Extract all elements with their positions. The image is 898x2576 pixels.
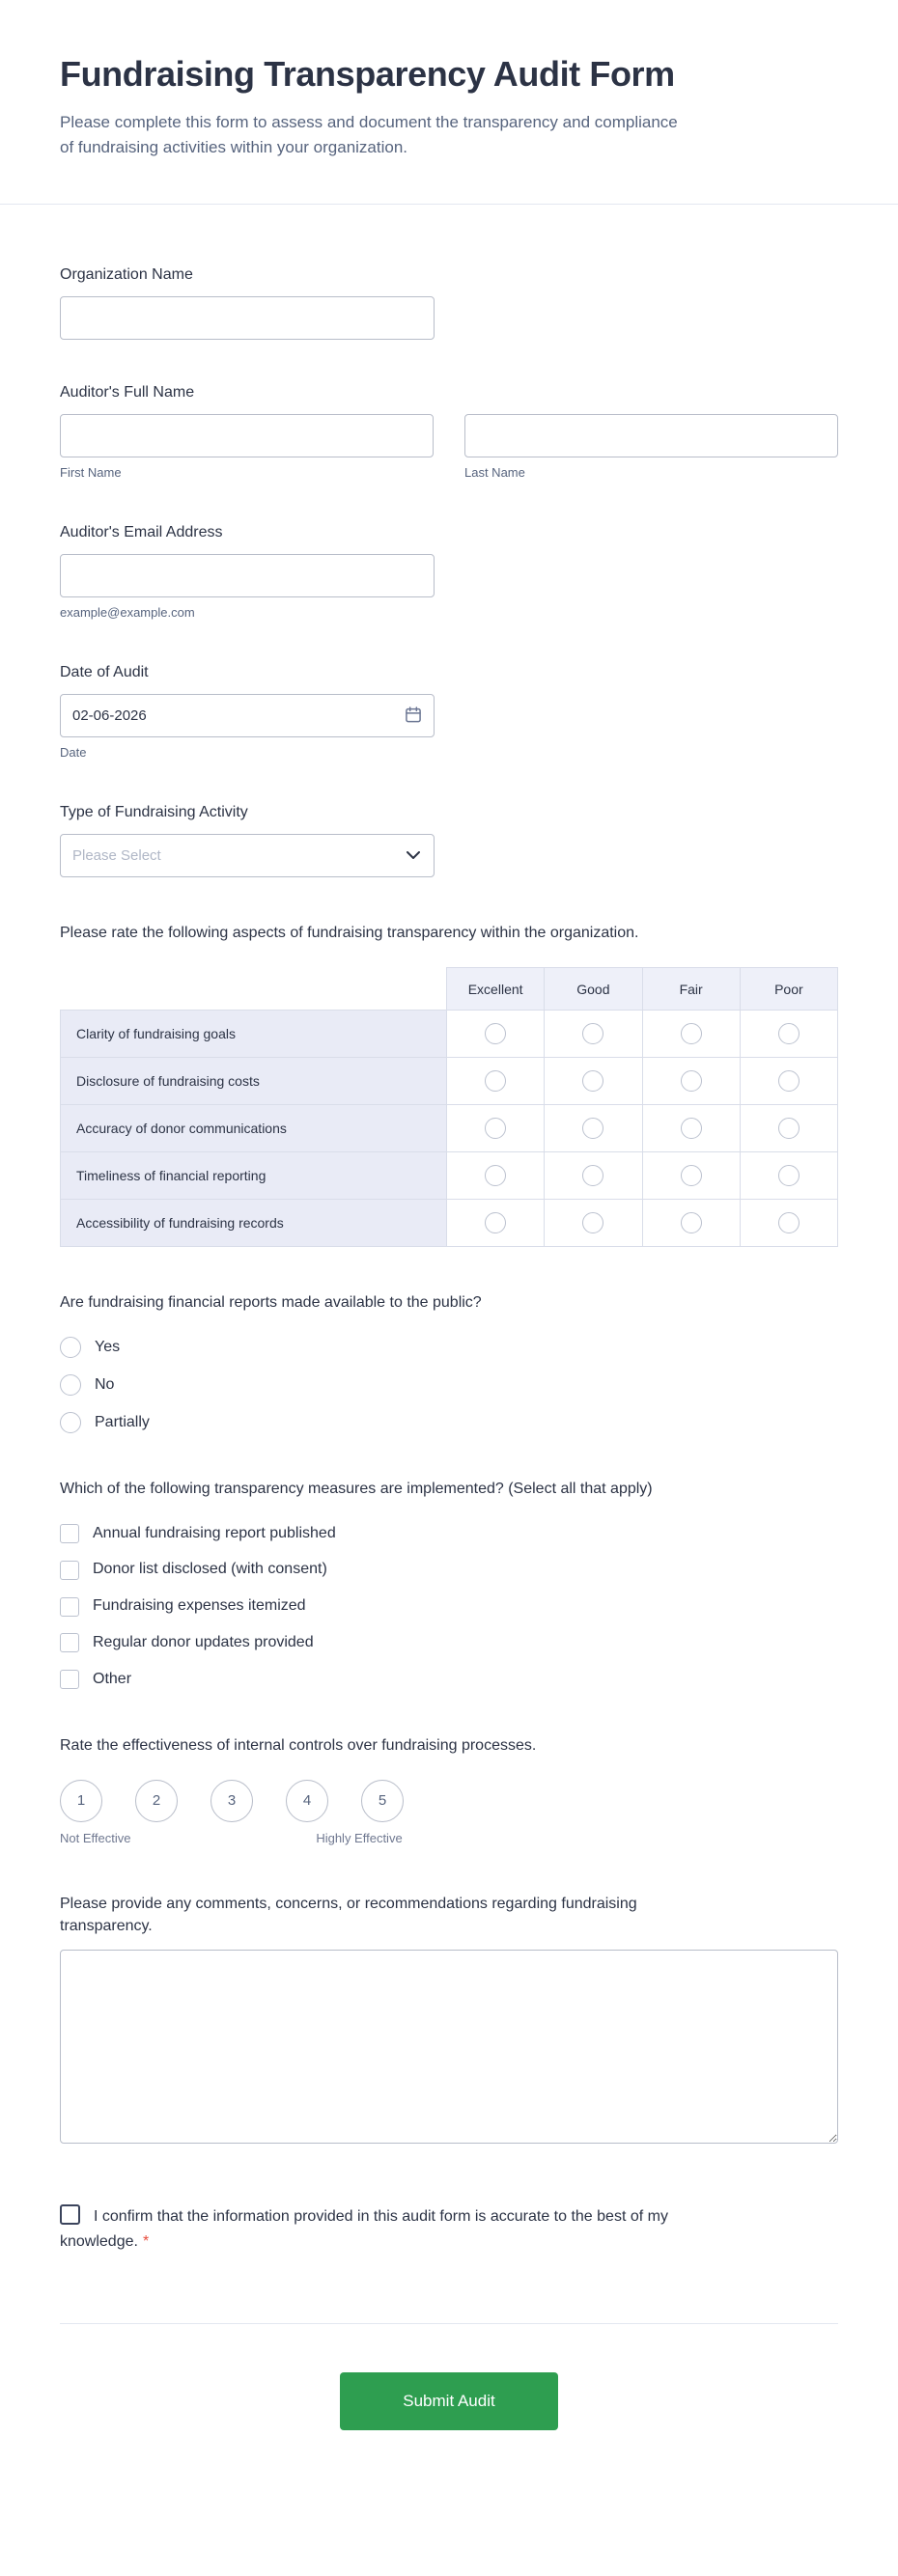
matrix-radio[interactable] bbox=[485, 1212, 506, 1233]
checkbox-option-donor-list[interactable]: Donor list disclosed (with consent) bbox=[60, 1560, 838, 1580]
confirmation-checkbox[interactable] bbox=[60, 2204, 80, 2225]
matrix-row-label: Timeliness of financial reporting bbox=[61, 1152, 447, 1200]
scale-option-3[interactable]: 3 bbox=[210, 1780, 253, 1822]
field-auditor-email bbox=[60, 524, 838, 620]
radio-option-no[interactable]: No bbox=[60, 1374, 838, 1396]
name-row bbox=[60, 414, 838, 480]
first-name-input[interactable] bbox=[60, 414, 434, 457]
public-reports-question: Are fundraising financial reports made available to the public? bbox=[60, 1294, 482, 1312]
auditor-email-sublabel: example@example.com bbox=[60, 605, 195, 620]
matrix-radio[interactable] bbox=[778, 1212, 800, 1233]
audit-date-sublabel: Date bbox=[60, 745, 87, 760]
matrix-column-header: Poor bbox=[740, 968, 837, 1011]
matrix-radio[interactable] bbox=[582, 1023, 603, 1044]
matrix-radio[interactable] bbox=[681, 1023, 702, 1044]
last-name-sublabel: Last Name bbox=[464, 465, 525, 480]
checkbox-icon[interactable] bbox=[60, 1561, 79, 1580]
checkbox-icon[interactable] bbox=[60, 1633, 79, 1652]
field-confirmation bbox=[60, 2204, 838, 2254]
radio-option-yes[interactable]: Yes bbox=[60, 1337, 838, 1358]
auditor-name-label: Auditor's Full Name bbox=[60, 384, 195, 401]
field-organization-name bbox=[60, 266, 838, 340]
scale-option-1[interactable]: 1 bbox=[60, 1780, 102, 1822]
radio-icon[interactable] bbox=[60, 1374, 81, 1396]
audit-date-input[interactable] bbox=[60, 694, 435, 737]
page-title: Fundraising Transparency Audit Form bbox=[60, 54, 675, 94]
matrix-radio[interactable] bbox=[681, 1212, 702, 1233]
matrix-corner-cell bbox=[61, 968, 447, 1011]
select-placeholder: Please Select bbox=[72, 847, 161, 864]
matrix-radio[interactable] bbox=[778, 1118, 800, 1139]
matrix-question: Please rate the following aspects of fundraising transparency within the organization. bbox=[60, 925, 639, 941]
field-public-reports bbox=[60, 1291, 838, 1433]
matrix-radio[interactable] bbox=[681, 1118, 702, 1139]
radio-option-partially[interactable]: Partially bbox=[60, 1412, 838, 1433]
chevron-down-icon bbox=[407, 847, 420, 865]
field-rating-matrix bbox=[60, 922, 838, 1247]
checkbox-option-annual-report[interactable]: Annual fundraising report published bbox=[60, 1524, 838, 1544]
matrix-radio[interactable] bbox=[582, 1118, 603, 1139]
matrix-radio[interactable] bbox=[681, 1070, 702, 1092]
scale-option-5[interactable]: 5 bbox=[361, 1780, 404, 1822]
rating-matrix-table bbox=[60, 967, 838, 1247]
radio-icon[interactable] bbox=[60, 1337, 81, 1358]
first-name-sublabel: First Name bbox=[60, 465, 122, 480]
field-auditor-name bbox=[60, 384, 838, 480]
matrix-radio[interactable] bbox=[778, 1070, 800, 1092]
checkbox-icon[interactable] bbox=[60, 1670, 79, 1689]
checkbox-option-other[interactable]: Other bbox=[60, 1670, 838, 1690]
audit-date-label: Date of Audit bbox=[60, 664, 149, 680]
form-footer bbox=[60, 2323, 838, 2457]
matrix-radio[interactable] bbox=[778, 1165, 800, 1186]
scale-question: Rate the effectiveness of internal controls over fundraising processes. bbox=[60, 1736, 537, 1754]
scale-row bbox=[60, 1780, 838, 1822]
matrix-radio[interactable] bbox=[485, 1165, 506, 1186]
scale-min-label: Not Effective bbox=[60, 1830, 131, 1845]
comments-textarea[interactable] bbox=[60, 1950, 838, 2144]
last-name-input[interactable] bbox=[464, 414, 838, 457]
measures-question: Which of the following transparency measures are implemented? (Select all that apply) bbox=[60, 1481, 653, 1498]
submit-button[interactable]: Submit Audit bbox=[340, 2372, 558, 2430]
checkbox-icon[interactable] bbox=[60, 1524, 79, 1543]
matrix-radio[interactable] bbox=[681, 1165, 702, 1186]
organization-name-input[interactable] bbox=[60, 296, 435, 340]
auditor-email-input[interactable] bbox=[60, 554, 435, 597]
matrix-row bbox=[61, 1152, 838, 1200]
matrix-row bbox=[61, 1011, 838, 1058]
measures-options bbox=[60, 1524, 838, 1690]
matrix-column-header: Fair bbox=[642, 968, 740, 1011]
form-body bbox=[0, 205, 898, 2457]
field-comments bbox=[60, 1893, 838, 2148]
submit-row bbox=[60, 2324, 838, 2457]
required-asterisk: * bbox=[142, 2232, 150, 2250]
matrix-row-label: Disclosure of fundraising costs bbox=[61, 1058, 447, 1105]
matrix-row-label: Accuracy of donor communications bbox=[61, 1105, 447, 1152]
matrix-radio[interactable] bbox=[485, 1023, 506, 1044]
matrix-column-header: Good bbox=[545, 968, 642, 1011]
radio-icon[interactable] bbox=[60, 1412, 81, 1433]
calendar-picker-button[interactable] bbox=[402, 703, 425, 729]
matrix-column-header: Excellent bbox=[447, 968, 545, 1011]
auditor-email-label: Auditor's Email Address bbox=[60, 524, 223, 540]
scale-option-4[interactable]: 4 bbox=[286, 1780, 328, 1822]
matrix-radio[interactable] bbox=[582, 1070, 603, 1092]
matrix-radio[interactable] bbox=[485, 1070, 506, 1092]
matrix-row bbox=[61, 1058, 838, 1105]
matrix-row-label: Clarity of fundraising goals bbox=[61, 1011, 447, 1058]
activity-type-label: Type of Fundraising Activity bbox=[60, 804, 248, 820]
form-header bbox=[0, 0, 898, 204]
page-subtitle: Please complete this form to assess and document the transparency and compliance of fundraising activities within your organization. bbox=[60, 113, 678, 156]
date-input-wrap bbox=[60, 694, 435, 737]
matrix-row bbox=[61, 1105, 838, 1152]
matrix-radio[interactable] bbox=[485, 1118, 506, 1139]
matrix-row bbox=[61, 1200, 838, 1247]
checkbox-option-expenses-itemized[interactable]: Fundraising expenses itemized bbox=[60, 1596, 838, 1617]
field-scale bbox=[60, 1734, 838, 1848]
first-name-col bbox=[60, 414, 434, 480]
field-measures bbox=[60, 1478, 838, 1689]
matrix-row-label: Accessibility of fundraising records bbox=[61, 1200, 447, 1247]
scale-labels bbox=[60, 1831, 404, 1848]
matrix-header-row bbox=[61, 968, 838, 1011]
organization-name-label: Organization Name bbox=[60, 266, 193, 283]
checkbox-icon[interactable] bbox=[60, 1597, 79, 1617]
activity-type-select[interactable] bbox=[60, 834, 435, 877]
confirmation-row bbox=[60, 2204, 688, 2254]
checkbox-option-donor-updates[interactable]: Regular donor updates provided bbox=[60, 1633, 838, 1653]
last-name-col bbox=[464, 414, 838, 480]
confirmation-label: I confirm that the information provided in this audit form is accurate to the best of my knowledge. bbox=[60, 2208, 668, 2250]
matrix-radio[interactable] bbox=[778, 1023, 800, 1044]
field-audit-date bbox=[60, 664, 838, 760]
comments-label: Please provide any comments, concerns, or recommendations regarding fundraising transparency. bbox=[60, 1895, 637, 1934]
public-reports-options bbox=[60, 1337, 838, 1433]
matrix-radio[interactable] bbox=[582, 1212, 603, 1233]
scale-max-label: Highly Effective bbox=[316, 1830, 403, 1845]
field-activity-type bbox=[60, 804, 838, 877]
matrix-radio[interactable] bbox=[582, 1165, 603, 1186]
scale-option-2[interactable]: 2 bbox=[135, 1780, 178, 1822]
calendar-icon bbox=[404, 705, 423, 727]
